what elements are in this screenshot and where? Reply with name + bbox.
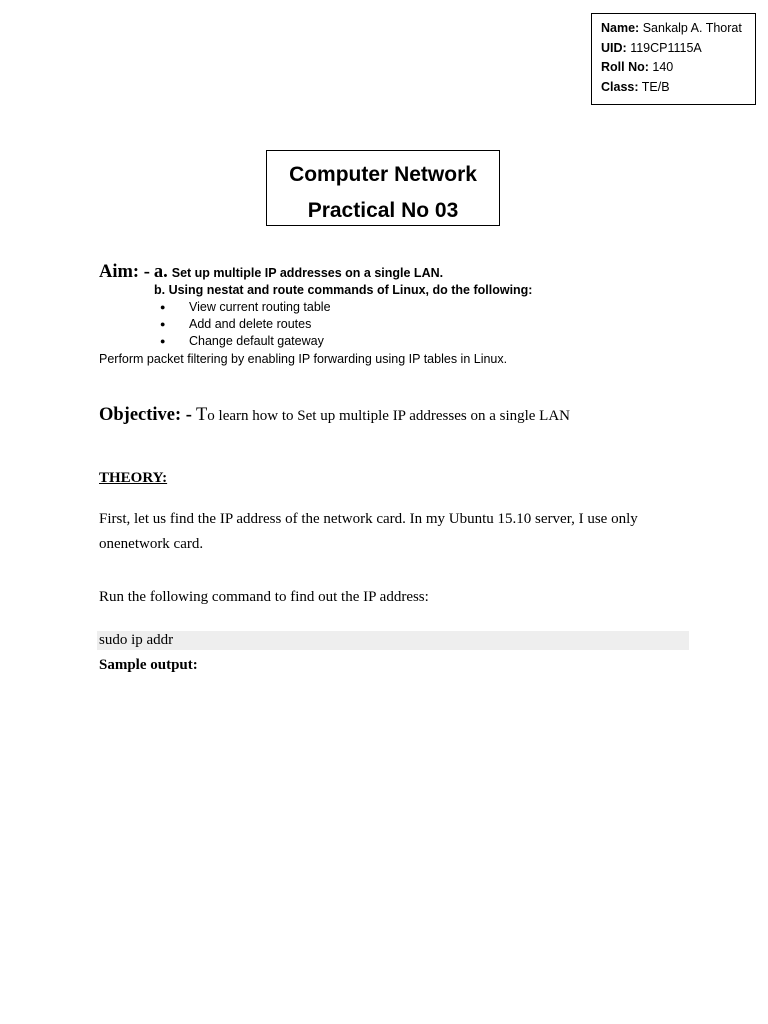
aim-bullet-list bbox=[160, 299, 331, 349]
student-info-box bbox=[591, 13, 756, 105]
student-roll-row bbox=[601, 58, 755, 78]
document-title: Computer Network bbox=[289, 163, 477, 186]
aim-label: Aim: - bbox=[99, 262, 150, 282]
objective-text: o learn how to Set up multiple IP addresses on a single LAN bbox=[207, 408, 571, 424]
theory-heading: THEORY: bbox=[99, 470, 168, 486]
class-value: TE/B bbox=[641, 79, 670, 94]
command-block: sudo ip addr bbox=[97, 631, 689, 650]
name-value: Sankalp A. Thorat bbox=[642, 21, 742, 35]
document-title-box bbox=[266, 150, 500, 226]
run-command-text: Run the following command to find out the IP address: bbox=[99, 589, 429, 605]
objective-first-letter: T bbox=[195, 405, 208, 425]
aim-a-text: Set up multiple IP addresses on a single LAN. bbox=[171, 266, 444, 280]
uid-label: UID: bbox=[601, 40, 627, 55]
student-name-row bbox=[601, 19, 755, 39]
objective-label: Objective: - bbox=[99, 405, 192, 425]
uid-value: 119CP1115A bbox=[630, 40, 702, 55]
practical-number: Practical No 03 bbox=[307, 199, 459, 222]
objective-line bbox=[99, 405, 570, 426]
aim-line bbox=[99, 262, 443, 283]
aim-perform-text: Perform packet filtering by enabling IP forwarding using IP tables in Linux. bbox=[99, 352, 508, 366]
list-item: ● Change default gateway bbox=[160, 333, 331, 350]
class-label: Class: bbox=[601, 79, 639, 94]
student-uid-row bbox=[601, 39, 755, 59]
theory-paragraph: First, let us find the IP address of the network card. In my Ubuntu 15.10 server, I use only onenetwork card. bbox=[99, 511, 638, 552]
list-item: ● Add and delete routes bbox=[160, 316, 331, 333]
roll-label: Roll No: bbox=[601, 60, 649, 75]
sample-output-label: Sample output: bbox=[99, 657, 198, 673]
aim-b-text: b. Using nestat and route commands of Linux, do the following: bbox=[154, 283, 533, 297]
name-label: Name: bbox=[601, 21, 640, 35]
student-class-row bbox=[601, 78, 755, 98]
aim-a-marker: a. bbox=[153, 262, 168, 282]
list-item: ● View current routing table bbox=[160, 299, 331, 316]
roll-value: 140 bbox=[652, 60, 674, 75]
